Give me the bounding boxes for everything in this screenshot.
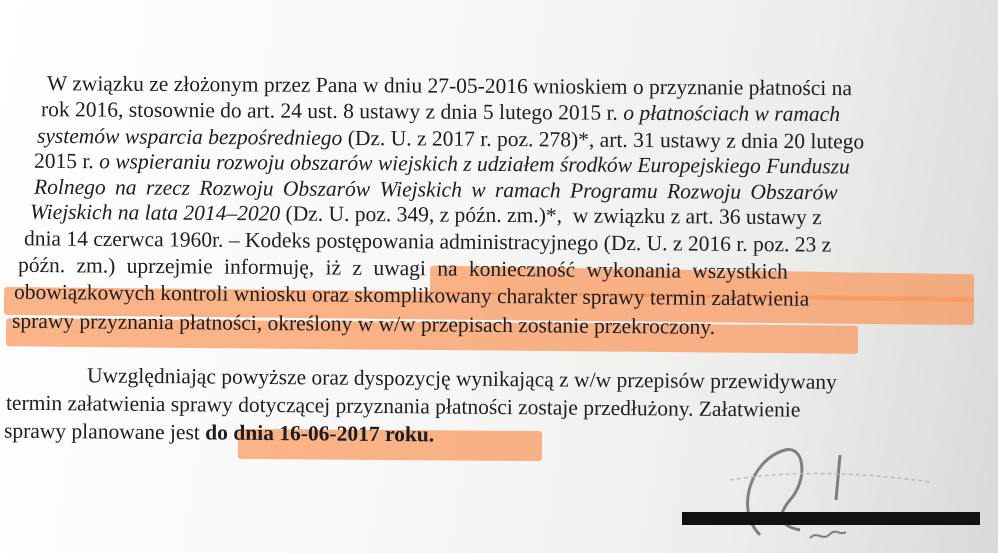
highlighted-text: z uwagi na konieczność wykonania wszystkich (352, 255, 788, 284)
text-run: rok 2016, stosownie do art. 24 ust. 8 ustawy z dnia 5 lutego 2015 r. (40, 97, 624, 125)
text-run: sprawy planowane jest (3, 418, 206, 445)
text-run: 2015 r. (33, 148, 100, 174)
deadline-date: do dnia 16-06-2017 roku. (205, 420, 435, 447)
text-run: późn. zm.) uprzejmie informuję, iż (17, 252, 353, 280)
highlighted-text: sprawy przyznania płatności, określony w w/w przepisach zostanie przekroczony. (11, 308, 716, 339)
text-run: (Dz. U. poz. 349, z późn. zm.)*, w związku z art. 36 ustawy z (280, 201, 822, 230)
paragraph-text (4, 416, 434, 450)
italic-title: o płatnościach w ramach (623, 100, 841, 127)
italic-title: Wiejskich na lata 2014–2020 (29, 199, 281, 226)
italic-title: o wspieraniu rozwoju obszarów wiejskich z udziałem środków Europejskiego Funduszu (99, 149, 850, 179)
signature-stamp-icon (690, 440, 950, 550)
paragraph-text: termin załatwienia sprawy dotyczącej przyznania płatności zostaje przedłużony. Załatwienie (5, 390, 801, 422)
highlighted-text: obowiązkowych kontroli wniosku oraz skomplikowany charakter sprawy termin załatwienia (13, 279, 810, 311)
paragraph-text: Rolnego na rzecz Rozwoju Obszarów Wiejskich w ramach Programu Rozwoju Obszarów (33, 174, 838, 205)
paragraph-text: Uwzględniając powyższe oraz dyspozycję wynikającą z w/w przepisów przewidywany (86, 363, 837, 394)
paragraph-text: dnia 14 czerwca 1960r. – Kodeks postępowania administracyjnego (Dz. U. z 2016 r. poz. 23 z (23, 226, 832, 257)
redaction-bar (682, 512, 980, 525)
paragraph-text: W związku ze złożonym przez Pana w dniu 27-05-2016 wnioskiem o przyznanie płatności na (46, 71, 853, 101)
text-run: (Dz. U. z 2017 r. poz. 278)*, art. 31 ustawy z dnia 20 lutego (342, 125, 865, 154)
italic-title: systemów wsparcia bezpośredniego (36, 123, 343, 150)
